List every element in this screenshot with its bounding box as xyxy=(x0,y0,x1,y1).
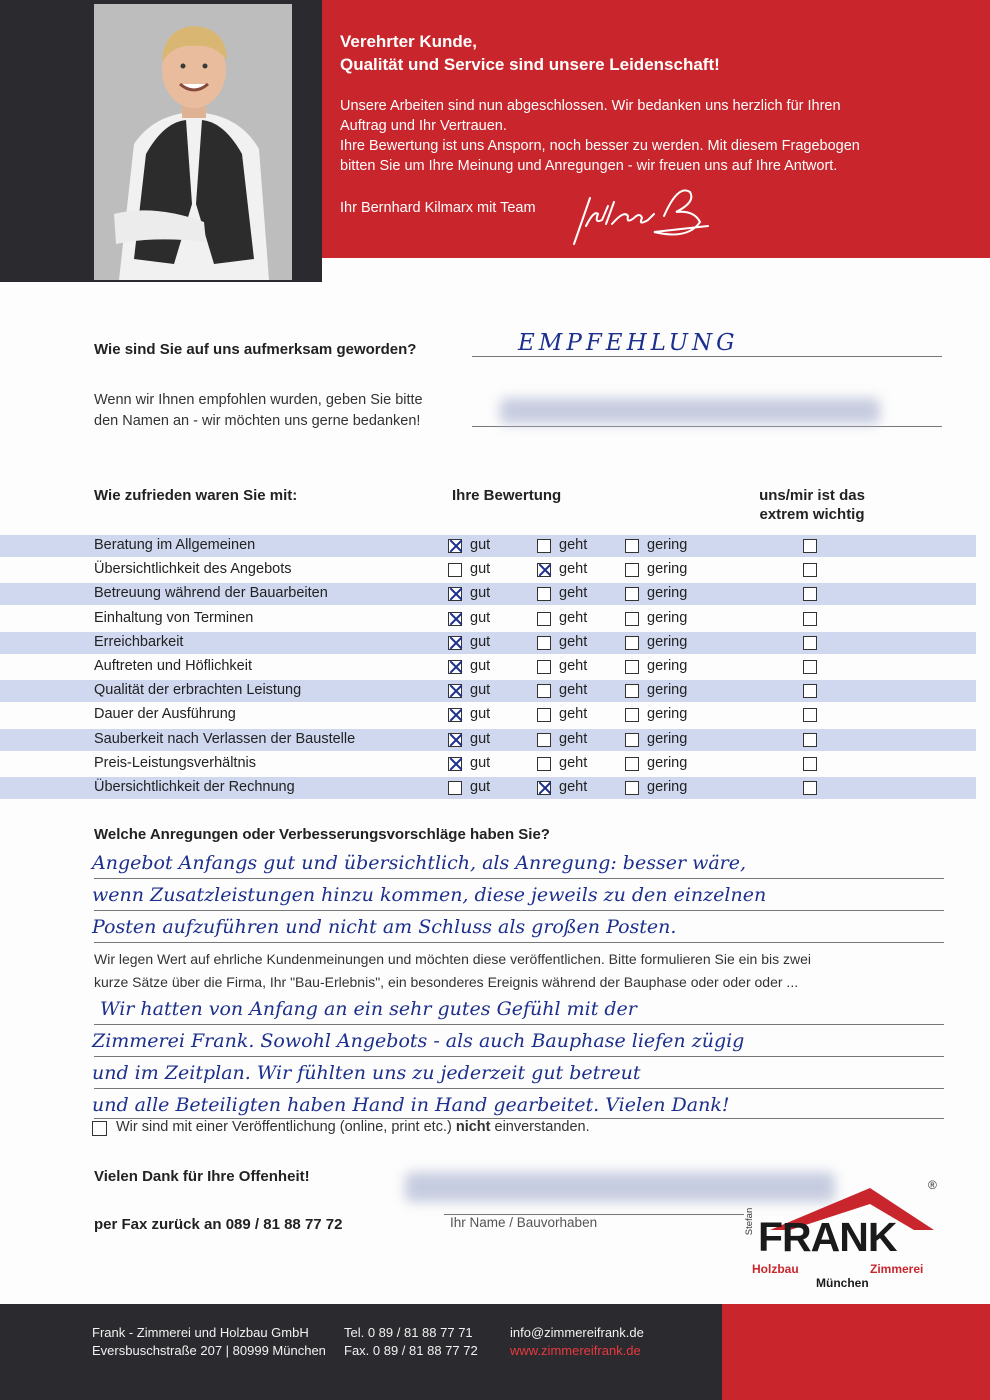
intro-line-3: Ihre Bewertung ist uns Ansporn, noch besser zu werden. Mit diesem Fragebogen xyxy=(340,138,860,154)
intro-line-1: Unsere Arbeiten sind nun abgeschlossen. Wir bedanken uns herzlich für Ihren xyxy=(340,98,841,114)
name-caption: Ihr Name / Bauvorhaben xyxy=(450,1215,598,1227)
rating-checkbox-gut[interactable] xyxy=(448,708,462,722)
rating-row-label: Preis-Leistungsverhältnis xyxy=(94,754,256,771)
signoff: Ihr Bernhard Kilmarx mit Team xyxy=(340,200,536,216)
rating-option-label: geht xyxy=(559,658,588,674)
footer-email-link[interactable]: info@zimmereifrank.de xyxy=(510,1325,644,1340)
rating-option-label: geht xyxy=(559,730,588,747)
rating-checkbox-gut[interactable] xyxy=(448,781,462,795)
experience-line-3 xyxy=(94,1088,944,1089)
experience-prompt-line-2: kurze Sätze über die Firma, Ihr "Bau-Erlebnis", ein besonderes Ereignis während der Bauphase oder oder oder ... xyxy=(94,974,799,990)
header-red-panel xyxy=(322,0,990,258)
q-referral-line xyxy=(472,426,942,427)
rating-option-label: gering xyxy=(647,730,688,747)
rating-checkbox-geht[interactable] xyxy=(537,733,551,747)
important-checkbox[interactable] xyxy=(803,539,817,553)
consent-text-bold: nicht xyxy=(455,1119,491,1135)
rating-checkbox-gut[interactable] xyxy=(448,733,462,747)
footer-company: Frank - Zimmerei und Holzbau GmbH xyxy=(92,1325,309,1340)
q-referral-line-1: Wenn wir Ihnen empfohlen wurden, geben Sie bitte xyxy=(94,392,423,408)
rating-option-label: geht xyxy=(559,779,588,795)
rating-option-label: gering xyxy=(647,585,688,602)
rating-option-label: gut xyxy=(470,754,491,771)
rating-row-label: Dauer der Ausführung xyxy=(94,706,236,723)
experience-line-2 xyxy=(94,1056,944,1057)
suggestion-hand-1[interactable]: Angebot Anfangs gut und übersichtlich, als Anregung: besser wäre, xyxy=(92,852,747,874)
important-heading-line-2: extrem wichtig xyxy=(759,506,865,523)
rating-row-label: Qualität der erbrachten Leistung xyxy=(94,682,302,699)
rating-checkbox-gering[interactable] xyxy=(625,684,639,698)
rating-checkbox-geht[interactable] xyxy=(537,708,551,722)
experience-prompt xyxy=(94,948,811,994)
rating-option-label: gut xyxy=(470,561,491,578)
rating-option-label: gut xyxy=(470,585,491,602)
consent-checkbox[interactable] xyxy=(92,1121,107,1136)
rating-option-label: gering xyxy=(647,658,688,674)
footer-web-block xyxy=(510,1324,644,1360)
person-illustration xyxy=(94,4,292,280)
experience-hand-4[interactable]: und alle Beteiligten haben Hand in Hand gearbeitet. Vielen Dank! xyxy=(92,1094,730,1116)
rating-option-label: geht xyxy=(559,585,588,602)
rating-checkbox-geht[interactable] xyxy=(537,660,551,674)
rating-checkbox-geht[interactable] xyxy=(537,636,551,650)
rating-checkbox-gut[interactable] xyxy=(448,587,462,601)
q-how-found-line xyxy=(472,356,942,357)
important-checkbox[interactable] xyxy=(803,781,817,795)
rating-row-label: Übersichtlichkeit der Rechnung xyxy=(94,779,295,795)
rating-option-label: gering xyxy=(647,609,688,626)
rating-option-label: gering xyxy=(647,706,688,723)
consent-text-before: Wir sind mit einer Veröffentlichung (online, print etc.) xyxy=(116,1119,456,1135)
footer-web-link[interactable]: www.zimmereifrank.de xyxy=(510,1343,641,1358)
rating-option-label: gut xyxy=(470,730,491,747)
rating-option-label: geht xyxy=(559,706,588,723)
important-heading xyxy=(752,486,872,524)
intro-line-2: Auftrag und Ihr Vertrauen. xyxy=(340,118,507,134)
rating-row-label: Erreichbarkeit xyxy=(94,633,184,650)
rating-checkbox-geht[interactable] xyxy=(537,612,551,626)
frank-logo xyxy=(744,1178,944,1292)
rating-checkbox-gering[interactable] xyxy=(625,757,639,771)
q-how-found-answer[interactable]: EMPFEHLUNG xyxy=(518,330,739,356)
logo-left-word: Holzbau xyxy=(752,1262,799,1276)
logo-registered: ® xyxy=(928,1178,937,1192)
suggestion-hand-3[interactable]: Posten aufzuführen und nicht am Schluss als großen Posten. xyxy=(92,916,677,938)
rating-checkbox-gut[interactable] xyxy=(448,684,462,698)
suggestion-hand-2[interactable]: wenn Zusatzleistungen hinzu kommen, diese jeweils zu den einzelnen xyxy=(92,884,767,906)
rating-checkbox-gering[interactable] xyxy=(625,563,639,577)
referral-name-redacted xyxy=(500,398,880,424)
rating-option-label: gut xyxy=(470,609,491,626)
consent-text-after: einverstanden. xyxy=(490,1119,590,1135)
rating-option-label: geht xyxy=(559,561,588,578)
rating-row-label: Beratung im Allgemeinen xyxy=(94,537,256,553)
footer-phone-block xyxy=(344,1324,478,1360)
footer-company-block xyxy=(92,1324,326,1360)
footer-red xyxy=(722,1304,990,1400)
rating-heading: Ihre Bewertung xyxy=(452,487,562,504)
rating-checkbox-gering[interactable] xyxy=(625,539,639,553)
rating-checkbox-geht[interactable] xyxy=(537,781,551,795)
rating-option-label: gut xyxy=(470,779,491,795)
fax-text: per Fax zurück an 089 / 81 88 77 72 xyxy=(94,1216,343,1233)
signature-image xyxy=(568,180,718,252)
rating-option-label: geht xyxy=(559,682,588,699)
footer-tel: Tel. 0 89 / 81 88 77 71 xyxy=(344,1325,473,1340)
rating-option-label: geht xyxy=(559,609,588,626)
rating-checkbox-gering[interactable] xyxy=(625,660,639,674)
rating-checkbox-gering[interactable] xyxy=(625,781,639,795)
important-checkbox[interactable] xyxy=(803,612,817,626)
rating-checkbox-gering[interactable] xyxy=(625,733,639,747)
rating-option-label: gut xyxy=(470,706,491,723)
rating-row-label: Auftreten und Höflichkeit xyxy=(94,658,252,674)
rating-checkbox-gut[interactable] xyxy=(448,539,462,553)
footer-address: Eversbuschstraße 207 | 80999 München xyxy=(92,1343,326,1358)
rating-checkbox-gering[interactable] xyxy=(625,708,639,722)
rating-option-label: gut xyxy=(470,658,491,674)
rating-checkbox-geht[interactable] xyxy=(537,757,551,771)
suggestions-label: Welche Anregungen oder Verbesserungsvorschläge haben Sie? xyxy=(94,826,550,843)
rating-option-label: gut xyxy=(470,633,491,650)
rating-option-label: geht xyxy=(559,537,588,553)
rating-checkbox-geht[interactable] xyxy=(537,563,551,577)
q-referral-text xyxy=(94,390,423,432)
rating-option-label: gering xyxy=(647,561,688,578)
suggestion-line-3 xyxy=(94,942,944,943)
important-checkbox[interactable] xyxy=(803,684,817,698)
logo-prefix: Stefan xyxy=(744,1207,756,1236)
rating-option-label: gut xyxy=(470,682,491,699)
logo-brand: FRANK xyxy=(758,1214,897,1260)
rating-checkbox-gering[interactable] xyxy=(625,636,639,650)
rating-checkbox-geht[interactable] xyxy=(537,539,551,553)
rating-row-label: Übersichtlichkeit des Angebots xyxy=(94,561,292,578)
rating-option-label: gering xyxy=(647,754,688,771)
rating-option-label: gering xyxy=(647,682,688,699)
rating-checkbox-gut[interactable] xyxy=(448,660,462,674)
important-checkbox[interactable] xyxy=(803,708,817,722)
rating-option-label: gering xyxy=(647,779,688,795)
experience-hand-3[interactable]: und im Zeitplan. Wir fühlten uns zu jederzeit gut betreut xyxy=(92,1062,641,1084)
experience-line-1 xyxy=(94,1024,944,1025)
important-heading-line-1: uns/mir ist das xyxy=(759,487,865,504)
rating-row-label: Einhaltung von Terminen xyxy=(94,609,254,626)
rating-checkbox-gut[interactable] xyxy=(448,757,462,771)
rating-checkbox-gering[interactable] xyxy=(625,587,639,601)
greeting-title xyxy=(340,30,720,76)
rating-option-label: geht xyxy=(559,633,588,650)
rating-option-label: gut xyxy=(470,537,491,553)
important-checkbox[interactable] xyxy=(803,563,817,577)
important-checkbox[interactable] xyxy=(803,636,817,650)
important-checkbox[interactable] xyxy=(803,757,817,771)
logo-city: München xyxy=(816,1276,869,1290)
rating-checkbox-gut[interactable] xyxy=(448,636,462,650)
experience-hand-1[interactable]: Wir hatten von Anfang an ein sehr gutes Gefühl mit der xyxy=(100,998,637,1020)
logo-right-word: Zimmerei xyxy=(870,1262,924,1276)
table-heading: Wie zufrieden waren Sie mit: xyxy=(94,487,298,504)
q-how-found-label: Wie sind Sie auf uns aufmerksam geworden? xyxy=(94,341,417,358)
rating-row-label: Betreuung während der Bauarbeiten xyxy=(94,585,328,602)
rating-checkbox-geht[interactable] xyxy=(537,684,551,698)
suggestion-line-2 xyxy=(94,910,944,911)
experience-prompt-line-1: Wir legen Wert auf ehrliche Kundenmeinungen und möchten diese veröffentlichen. Bitte formulieren Sie ein bis zwei xyxy=(94,951,811,967)
q-referral-line-2: den Namen an - wir möchten uns gerne bedanken! xyxy=(94,413,421,429)
rating-option-label: geht xyxy=(559,754,588,771)
important-checkbox[interactable] xyxy=(803,733,817,747)
important-checkbox[interactable] xyxy=(803,587,817,601)
rating-checkbox-gut[interactable] xyxy=(448,563,462,577)
intro-line-4: bitten Sie um Ihre Meinung und Anregungen - wir freuen uns auf Ihre Antwort. xyxy=(340,158,838,174)
footer-fax: Fax. 0 89 / 81 88 77 72 xyxy=(344,1343,478,1358)
rating-option-label: gering xyxy=(647,633,688,650)
greeting-line-1: Verehrter Kunde, xyxy=(340,32,477,51)
rating-row-label: Sauberkeit nach Verlassen der Baustelle xyxy=(94,730,356,747)
rating-option-label: gering xyxy=(647,537,688,553)
suggestion-line-1 xyxy=(94,878,944,879)
rating-checkbox-gut[interactable] xyxy=(448,612,462,626)
consent-text xyxy=(116,1117,590,1138)
owner-photo xyxy=(94,4,292,280)
rating-checkbox-geht[interactable] xyxy=(537,587,551,601)
greeting-line-2: Qualität und Service sind unsere Leidenschaft! xyxy=(340,55,720,74)
important-checkbox[interactable] xyxy=(803,660,817,674)
thanks-text: Vielen Dank für Ihre Offenheit! xyxy=(94,1168,310,1185)
experience-hand-2[interactable]: Zimmerei Frank. Sowohl Angebots - als auch Bauphase liefen zügig xyxy=(92,1030,745,1052)
rating-checkbox-gering[interactable] xyxy=(625,612,639,626)
